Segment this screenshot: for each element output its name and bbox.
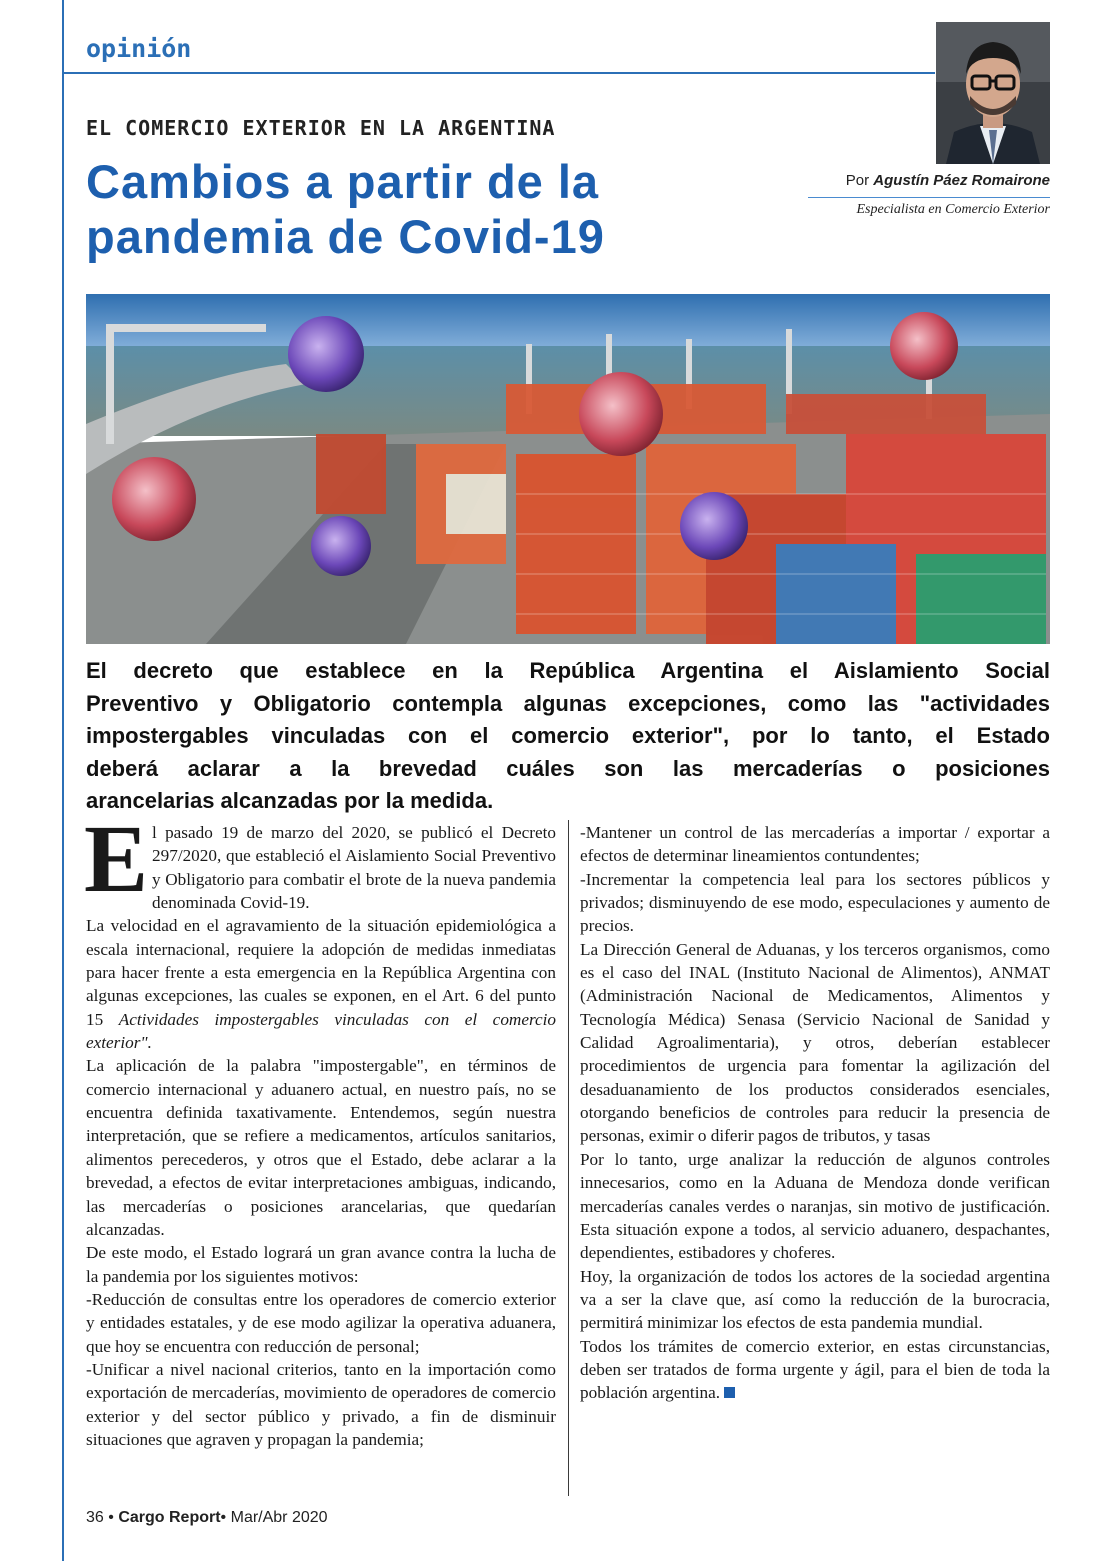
paragraph-text: l pasado 19 de marzo del 2020, se publicó el Decreto 297/2020, que estableció el Aislamiento Social Preventivo y Obligatorio para combatir el brote de la nueva pandemia denominada Covid-19. — [152, 823, 556, 913]
drop-cap: E — [84, 805, 149, 912]
body-paragraph: De este modo, el Estado logrará un gran avance contra la lucha de la pandemia por los siguientes motivos: — [86, 1243, 556, 1286]
body-paragraph — [86, 914, 556, 1054]
body-paragraph: -Reducción de consultas entre los operadores de comercio exterior y entidades estatales, y de ese modo agilizar la operativa aduanera, que hoy se encuentra con reducción de personal; — [86, 1289, 556, 1356]
page-margin-rule — [62, 0, 64, 1561]
lead-line: Preventivo y Obligatorio contempla algunas excepciones, como las "actividades — [86, 690, 1050, 716]
author-photo — [936, 22, 1050, 164]
page-number: 36 — [86, 1509, 104, 1526]
author-name: Agustín Páez Romairone — [873, 172, 1050, 189]
lead-line: deberá aclarar a la brevedad cuáles son las mercaderías o posiciones — [86, 755, 1050, 781]
byline-prefix: Por — [845, 172, 870, 189]
footer-bullet: • — [108, 1509, 114, 1526]
issue-date: Mar/Abr 2020 — [230, 1509, 328, 1526]
lead-line: arancelarias alcanzadas por la medida. — [86, 788, 494, 813]
column-divider — [568, 820, 569, 1496]
body-column-right — [580, 821, 1050, 1405]
end-mark-icon — [724, 1387, 735, 1398]
footer-bullet: • — [220, 1509, 227, 1526]
article-title — [86, 154, 706, 264]
body-paragraph: -Mantener un control de las mercaderías a importar / exportar a efectos de determinar lineamientos contundentes; — [580, 823, 1050, 866]
paragraph-text: La velocidad en el agravamiento de la situación epidemiológica a escala internacional, requiere la adopción de medidas inmediatas para hacer frente a esta emergencia en la República Argentina con algunas excepciones, las cuales se exponen, en el Art. 6 del punto 15 — [86, 916, 556, 1029]
section-label: opinión — [86, 34, 192, 63]
header-rule — [62, 72, 935, 74]
lead-line: El decreto que establece en la República Argentina el Aislamiento Social — [86, 658, 1050, 683]
body-paragraph: La Dirección General de Aduanas, y los terceros organismos, como es el caso del INAL (Instituto Nacional de Alimentos), ANMAT (Administración Nacional de Medicamentos, Alimentos y Tecnología Médica) Senasa (Servicio Nacional de Sanidad y Calidad Agroalimentaria), y otros, deberían establecer procedimientos de urgencia para fomentar la agilización del desaduanamiento de los productos considerados esenciales, otorgando beneficios de controles para reducir la presencia de personas, eximir o diferir pagos de tributos, y tasas — [580, 939, 1050, 1146]
page-footer — [86, 1509, 328, 1527]
body-paragraph — [84, 805, 556, 914]
magazine-name: Cargo Report — [118, 1509, 221, 1526]
paragraph-text: Todos los trámites de comercio exterior, en estas circunstancias, deben ser tratados de forma urgente y ágil, para el bien de toda la población argentina. — [580, 1336, 1050, 1403]
paragraph-italic: Actividades impostergables vinculadas con el comercio exterior". — [86, 1009, 556, 1053]
byline-rule — [808, 197, 1050, 198]
body-paragraph: -Incrementar la competencia leal para los sectores públicos y privados; disminuyendo de ese modo, especulaciones y aumento de precios. — [580, 869, 1050, 936]
article-lead — [86, 655, 1050, 818]
body-paragraph: Por lo tanto, urge analizar la reducción de algunos controles innecesarios, como en la Aduana de Mendoza donde verifican mercaderías canales verdes o naranjas, sin motivo de justificación. Esta situación expone a todos, al servicio aduanero, despachantes, dependientes, estibadores y choferes. — [580, 1149, 1050, 1263]
hero-image-port-containers — [86, 294, 1050, 644]
body-paragraph — [580, 1335, 1050, 1405]
title-line-1: Cambios a partir de la — [86, 155, 600, 208]
body-column-left — [84, 805, 556, 1451]
body-paragraph: -Unificar a nivel nacional criterios, tanto en la importación como exportación de mercaderías, movimiento de operadores de comercio exterior y del sector público y privado, a fin de disminuir situaciones que agraven y propagan la pandemia; — [86, 1359, 556, 1449]
title-line-2: pandemia de Covid-19 — [86, 210, 605, 263]
author-role: Especialista en Comercio Exterior — [856, 202, 1050, 217]
lead-line: impostergables vinculadas con el comercio exterior", por lo tanto, el Estado — [86, 723, 1050, 748]
article-kicker: EL COMERCIO EXTERIOR EN LA ARGENTINA — [86, 116, 556, 140]
body-paragraph: Hoy, la organización de todos los actores de la sociedad argentina va a ser la clave que, así como la reducción de la burocracia, permitirá minimizar los efectos de esta pandemia mundial. — [580, 1266, 1050, 1333]
byline — [846, 172, 1050, 189]
body-paragraph: La aplicación de la palabra "impostergable", en términos de comercio internacional y aduanero actual, en nuestro país, no se encuentra definida taxativamente. Entendemos, según nuestra interpretación, que se refiere a medicamentos, artículos sanitarios, alimentos perecederos, y otros que el Estado, debe aclarar a la brevedad, a efectos de evitar interpretaciones ambiguas, indicando, las mercaderías o posiciones arancelarias, que quedarían alcanzadas. — [86, 1056, 556, 1239]
